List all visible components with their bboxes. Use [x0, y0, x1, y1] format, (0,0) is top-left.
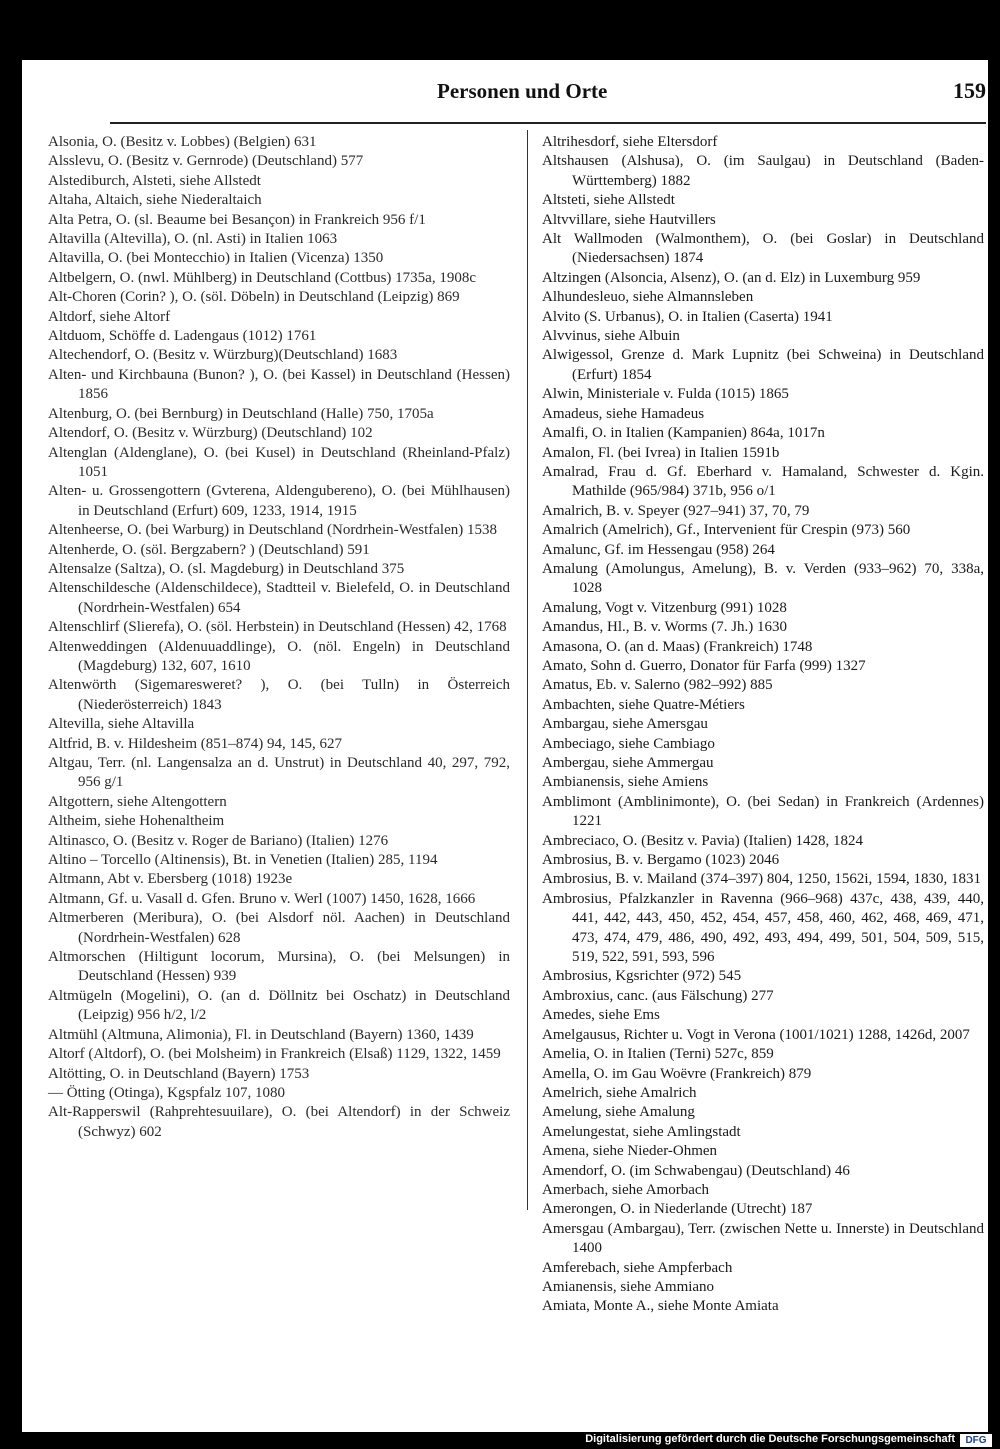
index-entry: Amerbach, siehe Amorbach — [542, 1181, 710, 1198]
index-entry: Amelia, O. in Italien (Terni) 527c, 859 — [542, 1046, 774, 1063]
index-entry: Amelungestat, siehe Amlingstadt — [542, 1123, 741, 1140]
index-entry: Altrihesdorf, siehe Eltersdorf — [542, 134, 718, 150]
index-entry: Altmühl (Altmuna, Alimonia), Fl. in Deutschland (Bayern) 1360, 1439 — [48, 1026, 474, 1043]
index-column-left — [48, 133, 510, 1142]
index-entry: Altensalze (Saltza), O. (sl. Magdeburg) in Deutschland 375 — [48, 560, 405, 577]
index-entry: Altenheerse, O. (bei Warburg) in Deutschland (Nordrhein-Westfalen) 1538 — [48, 522, 497, 539]
index-entry: Amianensis, siehe Ammiano — [542, 1278, 715, 1295]
index-entry: Altenschildesche (Aldenschildece), Stadtteil v. Bielefeld, O. in Deutschland (Nordrhein-Westfalen) 654 — [48, 580, 510, 616]
index-entry: Alten- und Kirchbauna (Bunon? ), O. (bei Kassel) in Deutschland (Hessen) 1856 — [48, 366, 510, 403]
index-entry: Ambrosius, Kgsrichter (972) 545 — [542, 968, 742, 985]
index-entry: Ambergau, siehe Ammergau — [542, 755, 714, 771]
index-entry: Amalrad, Frau d. Gf. Eberhard v. Hamaland, Schwester d. Kgin. Mathilde (965/984) 371b, 956 o/1 — [542, 463, 984, 500]
index-entry: Amferebach, siehe Ampferbach — [542, 1259, 733, 1276]
index-entry: Altmann, Abt v. Ebersberg (1018) 1923e — [48, 871, 293, 888]
index-entry: Altötting, O. in Deutschland (Bayern) 1753 — [48, 1065, 310, 1082]
index-entry: Amalung (Amolungus, Amelung), B. v. Verden (933–962) 70, 338a, 1028 — [542, 560, 984, 597]
index-entry: Alstediburch, Alsteti, siehe Allstedt — [48, 172, 261, 189]
index-entry: Altechendorf, O. (Besitz v. Würzburg)(Deutschland) 1683 — [48, 347, 398, 364]
index-entry: Altinasco, O. (Besitz v. Roger de Bariano) (Italien) 1276 — [48, 832, 389, 849]
index-entry: Ambianensis, siehe Amiens — [542, 774, 709, 791]
index-entry: Altzingen (Alsoncia, Alsenz), O. (an d. Elz) in Luxemburg 959 — [542, 269, 921, 286]
index-entry: Altorf (Altdorf), O. (bei Molsheim) in Frankreich (Elsaß) 1129, 1322, 1459 — [48, 1046, 501, 1063]
index-entry: Alta Petra, O. (sl. Beaume bei Besançon) in Frankreich 956 f/1 — [48, 211, 426, 228]
index-entry: Amerongen, O. in Niederlande (Utrecht) 187 — [542, 1201, 813, 1218]
index-entry: Amelrich, siehe Amalrich — [542, 1084, 697, 1101]
index-entry: Alt Wallmoden (Walmonthem), O. (bei Goslar) in Deutschland (Niedersachsen) 1874 — [542, 231, 984, 267]
index-entry: Amalon, Fl. (bei Ivrea) in Italien 1591b — [542, 444, 780, 461]
index-entry: Alsslevu, O. (Besitz v. Gernrode) (Deutschland) 577 — [48, 153, 364, 170]
index-entry: Alhundesleuo, siehe Almannsleben — [542, 289, 754, 306]
index-entry: Ambroxius, canc. (aus Fälschung) 277 — [542, 987, 774, 1004]
dfg-logo: DFG — [960, 1434, 992, 1447]
index-entry: Alten- u. Grossengottern (Gvterena, Aldengubereno), O. (bei Mühlhausen) in Deutschland (Erfurt) 609, 1233, 1914, 1915 — [48, 483, 510, 519]
index-entry: Altduom, Schöffe d. Ladengaus (1012) 1761 — [48, 328, 317, 345]
page-header — [22, 74, 988, 114]
book-page — [22, 60, 988, 1432]
index-entry: Altmügeln (Mogelini), O. (an d. Döllnitz bei Oschatz) in Deutschland (Leipzig) 956 h/2, l/2 — [48, 987, 510, 1024]
index-entry: Altenschlirf (Slierefa), O. (söl. Herbstein) in Deutschland (Hessen) 42, 1768 — [48, 619, 507, 636]
running-title: Personen und Orte — [437, 79, 608, 103]
index-entry: Amalung, Vogt v. Vitzenburg (991) 1028 — [542, 599, 787, 616]
index-entry: Altshausen (Alshusa), O. (im Saulgau) in Deutschland (Baden-Württemberg) 1882 — [542, 153, 984, 189]
index-entry: Amelgausus, Richter u. Vogt in Verona (1001/1021) 1288, 1426d, 2007 — [542, 1026, 970, 1043]
index-entry: Amato, Sohn d. Guerro, Donator für Farfa (999) 1327 — [542, 657, 866, 674]
index-entry: Alvvinus, siehe Albuin — [542, 328, 680, 345]
index-entry: Altenglan (Aldenglane), O. (bei Kusel) in Deutschland (Rheinland-Pfalz) 1051 — [48, 444, 510, 480]
index-entry: Amandus, Hl., B. v. Worms (7. Jh.) 1630 — [542, 619, 788, 636]
header-rule — [110, 122, 986, 124]
index-entry: Amersgau (Ambargau), Terr. (zwischen Nette u. Innerste) in Deutschland 1400 — [542, 1220, 984, 1257]
index-entry: Amatus, Eb. v. Salerno (982–992) 885 — [542, 677, 773, 694]
index-entry: Ambreciaco, O. (Besitz v. Pavia) (Italien) 1428, 1824 — [542, 832, 864, 849]
index-entry: Altbelgern, O. (nwl. Mühlberg) in Deutschland (Cottbus) 1735a, 1908c — [48, 269, 476, 286]
index-entry: Alwigessol, Grenze d. Mark Lupnitz (bei Schweina) in Deutschland (Erfurt) 1854 — [542, 347, 984, 383]
index-entry: Altevilla, siehe Altavilla — [48, 716, 195, 733]
index-entry: Alwin, Ministeriale v. Fulda (1015) 1865 — [542, 386, 789, 403]
index-entry: Amelung, siehe Amalung — [542, 1104, 695, 1121]
index-entry: Altendorf, O. (Besitz v. Würzburg) (Deutschland) 102 — [48, 425, 373, 442]
index-entry: Amalrich (Amelrich), Gf., Intervenient für Crespin (973) 560 — [542, 522, 911, 539]
index-entry: Ambrosius, B. v. Bergamo (1023) 2046 — [542, 852, 780, 869]
index-entry: Ambeciago, siehe Cambiago — [542, 735, 715, 752]
index-entry: Altfrid, B. v. Hildesheim (851–874) 94, 145, 627 — [48, 735, 343, 752]
index-entry: Altgottern, siehe Altengottern — [48, 793, 227, 810]
index-entry: Amendorf, O. (im Schwabengau) (Deutschland) 46 — [542, 1162, 850, 1179]
index-entry: Amblimont (Amblinimonte), O. (bei Sedan) in Frankreich (Ardennes) 1221 — [542, 793, 984, 830]
index-entry: Alt-Rapperswil (Rahprehtesuuilare), O. (bei Altendorf) in der Schweiz (Schwyz) 602 — [48, 1104, 510, 1140]
index-entry: Altavilla, O. (bei Montecchio) in Italien (Vicenza) 1350 — [48, 250, 384, 267]
page-number: 159 — [953, 78, 986, 103]
index-entry: Altmorschen (Hiltigunt locorum, Mursina), O. (bei Melsungen) in Deutschland (Hessen) 939 — [48, 949, 510, 985]
index-entry: Amalrich, B. v. Speyer (927–941) 37, 70, 79 — [542, 502, 810, 519]
index-entry: — Ötting (Otinga), Kgspfalz 107, 1080 — [48, 1084, 286, 1101]
index-entry: Altaha, Altaich, siehe Niederaltaich — [48, 192, 262, 209]
index-entry: Altheim, siehe Hohenaltheim — [48, 813, 225, 830]
index-entry: Altenweddingen (Aldenuuaddlinge), O. (nöl. Engeln) in Deutschland (Magdeburg) 132, 607, 1610 — [48, 638, 510, 674]
index-entry: Altsteti, siehe Allstedt — [542, 192, 675, 209]
index-entry: Altdorf, siehe Altorf — [48, 308, 171, 325]
index-entry: Alt-Choren (Corin? ), O. (söl. Döbeln) in Deutschland (Leipzig) 869 — [48, 289, 460, 306]
index-entry: Altavilla (Altevilla), O. (nl. Asti) in Italien 1063 — [48, 231, 338, 248]
index-entry: Amalfi, O. in Italien (Kampanien) 864a, 1017n — [542, 425, 825, 442]
index-entry: Alsonia, O. (Besitz v. Lobbes) (Belgien) 631 — [48, 134, 317, 150]
index-entry: Altenwörth (Sigemaresweret? ), O. (bei Tulln) in Österreich (Niederösterreich) 1843 — [48, 677, 510, 713]
index-entry: Ambargau, siehe Amersgau — [542, 716, 708, 733]
index-entry: Amadeus, siehe Hamadeus — [542, 405, 705, 422]
index-entry: Amasona, O. (an d. Maas) (Frankreich) 1748 — [542, 638, 813, 655]
index-entry: Altgau, Terr. (nl. Langensalza an d. Unstrut) in Deutschland 40, 297, 792, 956 g/1 — [48, 755, 510, 791]
index-entry: Amella, O. im Gau Woëvre (Frankreich) 879 — [542, 1065, 812, 1082]
index-entry: Altenburg, O. (bei Bernburg) in Deutschland (Halle) 750, 1705a — [48, 405, 434, 422]
index-column-right — [542, 133, 984, 1317]
footer-text: Digitalisierung gefördert durch die Deutsche Forschungsgemeinschaft — [585, 1433, 955, 1445]
index-entry: Ambrosius, B. v. Mailand (374–397) 804, 1250, 1562i, 1594, 1830, 1831 — [542, 871, 982, 888]
index-entry: Amalunc, Gf. im Hessengau (958) 264 — [542, 541, 775, 558]
index-entry: Amena, siehe Nieder-Ohmen — [542, 1143, 718, 1160]
index-entry: Altvvillare, siehe Hautvillers — [542, 211, 716, 228]
digitization-footer — [0, 1432, 1000, 1449]
index-entry: Altmann, Gf. u. Vasall d. Gfen. Bruno v. Werl (1007) 1450, 1628, 1666 — [48, 890, 476, 907]
index-entry: Amedes, siehe Ems — [542, 1007, 660, 1024]
index-entry: Ambrosius, Pfalzkanzler in Ravenna (966–968) 437c, 438, 439, 440, 441, 442, 443, 450, 452, 454, 457, 458, 460, 462, 468, 469, 471, 473, 474, 479, 486, 490, 492, 493, 494, 499, 501, 504, 509, 515, 519, 522, 591, 593, 596 — [542, 890, 984, 966]
index-entry: Alvito (S. Urbanus), O. in Italien (Caserta) 1941 — [542, 308, 833, 325]
index-entry: Altenherde, O. (söl. Bergzabern? ) (Deutschland) 591 — [48, 541, 370, 558]
column-divider — [527, 130, 528, 1210]
index-entry: Altmerberen (Meribura), O. (bei Alsdorf nöl. Aachen) in Deutschland (Nordrhein-Westfalen) 628 — [48, 910, 510, 946]
index-entry: Amiata, Monte A., siehe Monte Amiata — [542, 1298, 779, 1315]
index-entry: Ambachten, siehe Quatre-Métiers — [542, 696, 745, 713]
index-entry: Altino – Torcello (Altinensis), Bt. in Venetien (Italien) 285, 1194 — [48, 852, 438, 869]
